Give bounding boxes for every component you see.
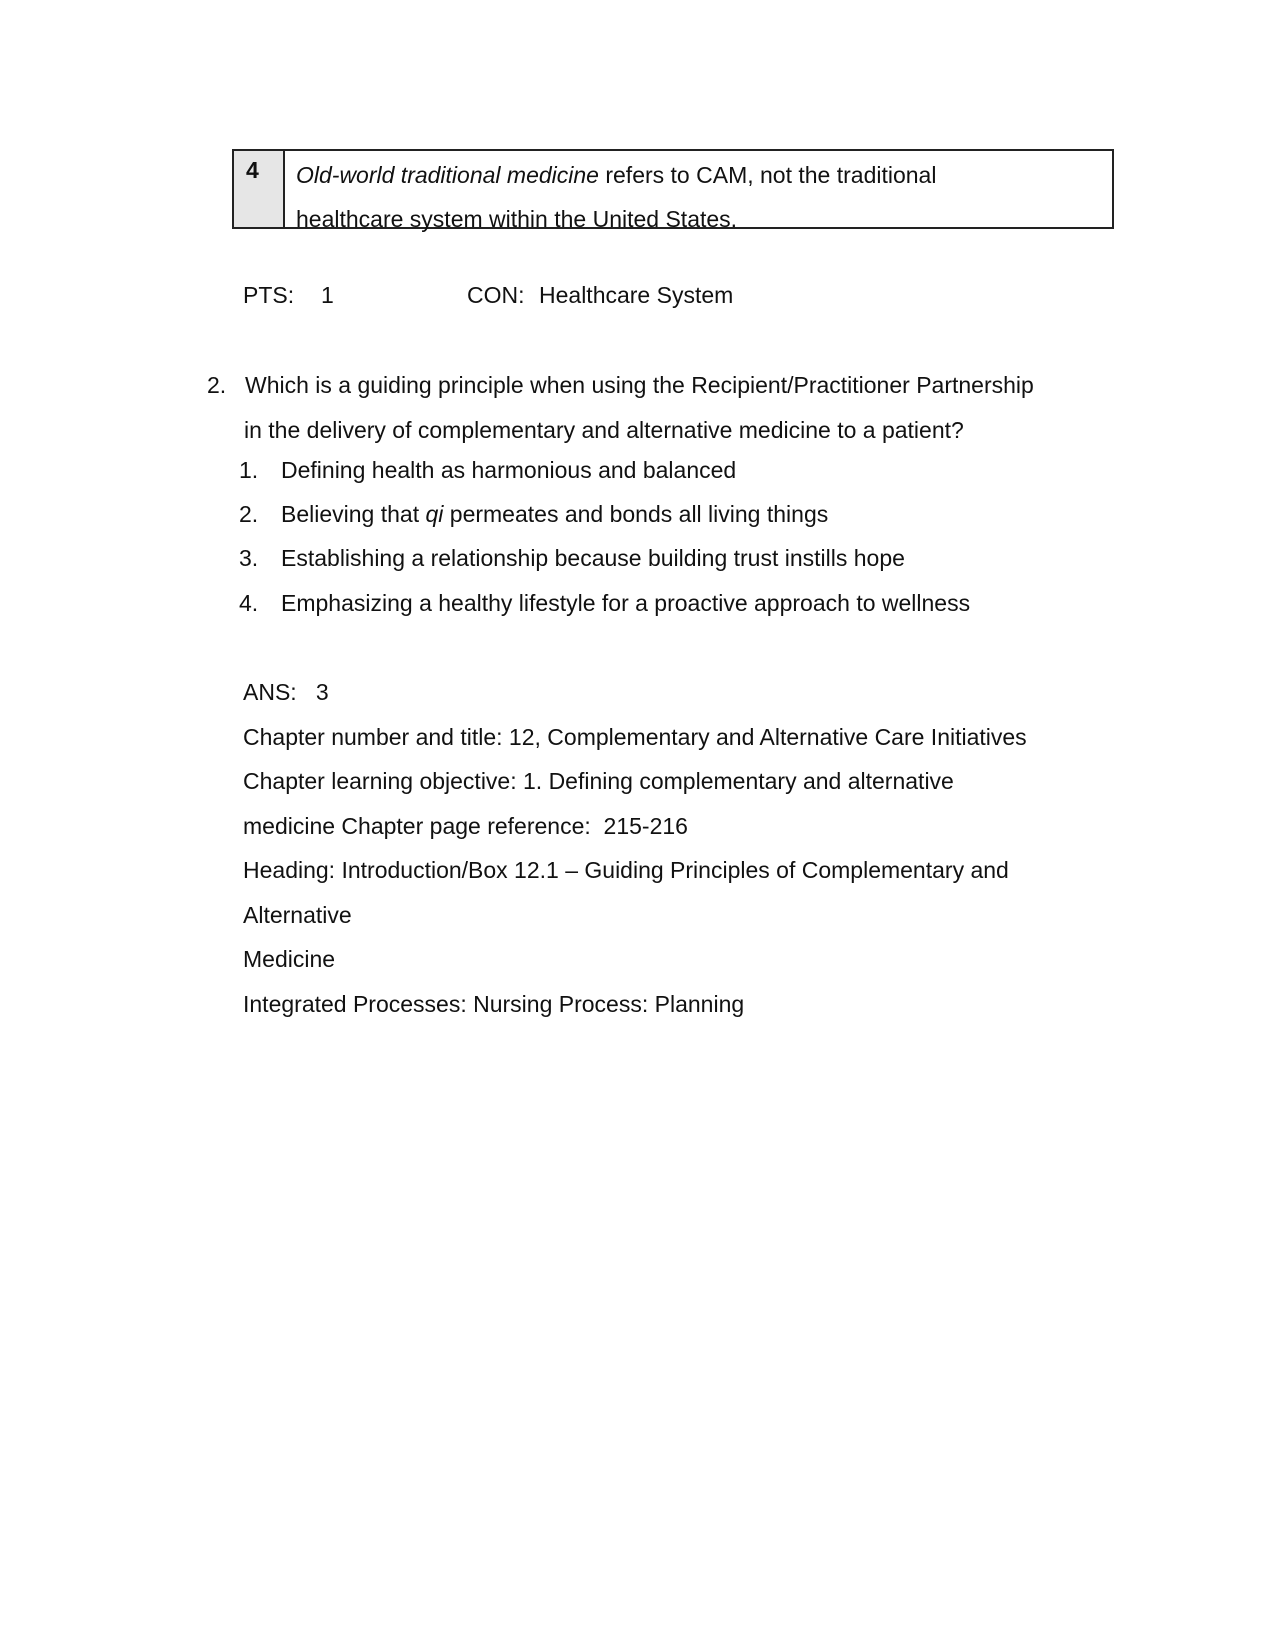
option-2-text-post: permeates and bonds all living things (443, 501, 829, 527)
con-value: Healthcare System (539, 282, 734, 308)
question-text-line1: Which is a guiding principle when using the Recipient/Practitioner Partnership (245, 372, 1034, 398)
objective-line2: medicine Chapter page reference: 215-216 (243, 813, 688, 839)
option-4-text: Emphasizing a healthy lifestyle for a proactive approach to wellness (281, 590, 971, 616)
heading-line2: Alternative (243, 902, 352, 928)
option-2-text-pre: Believing that (281, 501, 426, 527)
option-2-text (281, 499, 828, 529)
answer-line: ANS: 3 (243, 679, 329, 705)
pts-value: 1 (321, 282, 334, 308)
rationale-text-rest: refers to CAM, not the traditional (598, 162, 937, 188)
option-2-number: 2. (239, 501, 259, 527)
question-text-line2: in the delivery of complementary and alternative medicine to a patient? (244, 417, 964, 443)
rationale-table (232, 149, 1114, 232)
option-1-text: Defining health as harmonious and balanced (281, 457, 737, 483)
rationale-text (285, 151, 1112, 232)
chapter-title-line: Chapter number and title: 12, Complementary and Alternative Care Initiatives (243, 724, 1027, 750)
option-3-number: 3. (239, 545, 259, 571)
con-label: CON: (467, 282, 525, 308)
rationale-number: 4 (234, 151, 285, 227)
pts-label: PTS: (243, 282, 295, 308)
option-2-text-italic: qi (425, 501, 444, 527)
objective-line1: Chapter learning objective: 1. Defining complementary and alternative (243, 768, 954, 794)
question-number: 2. (207, 372, 227, 398)
integrated-processes-line: Integrated Processes: Nursing Process: Planning (243, 991, 745, 1017)
rationale-text-line2: healthcare system within the United States. (296, 206, 738, 232)
option-3-text: Establishing a relationship because building trust instills hope (281, 545, 905, 571)
option-1-number: 1. (239, 457, 259, 483)
rationale-italic-lead: Old-world traditional medicine (296, 162, 599, 188)
heading-line3: Medicine (243, 946, 336, 972)
option-4-number: 4. (239, 590, 259, 616)
heading-line1: Heading: Introduction/Box 12.1 – Guiding Principles of Complementary and (243, 857, 1009, 883)
